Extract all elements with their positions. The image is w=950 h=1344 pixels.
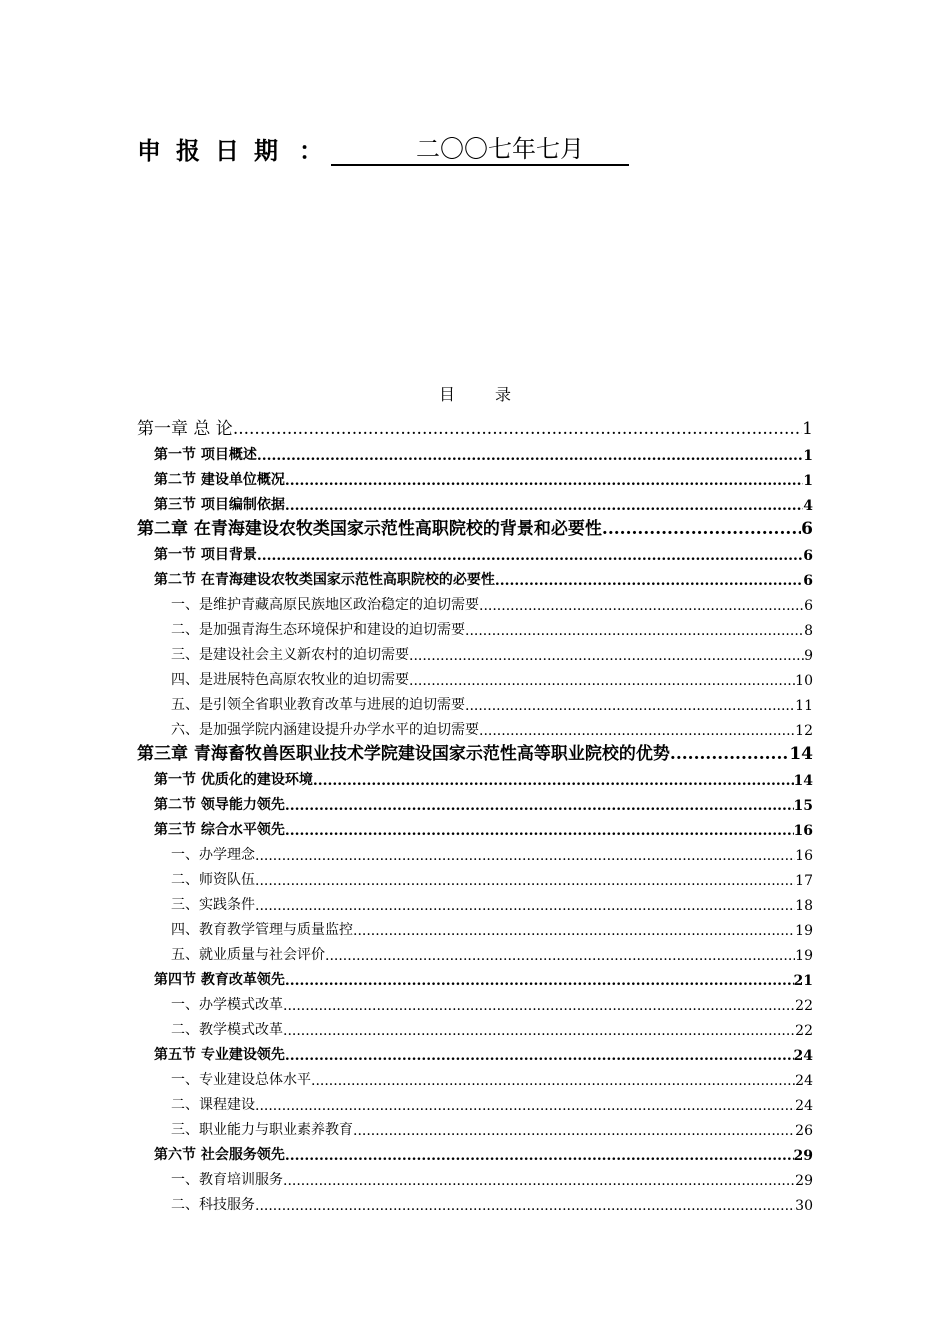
toc-dot-leader [325, 948, 795, 964]
toc-entry-page-number: 24 [795, 1098, 813, 1114]
toc-entry-label: 第四节 教育改革领先 [154, 972, 285, 988]
toc-dot-leader [255, 1198, 795, 1214]
toc-dot-leader [255, 873, 795, 889]
toc-dot-leader [465, 698, 795, 714]
toc-dot-leader [495, 573, 803, 589]
toc-dot-leader [285, 1048, 794, 1064]
toc-entry-page-number: 1 [803, 448, 813, 464]
toc-entry-page-number: 30 [795, 1198, 813, 1214]
toc-entry-page-number: 16 [795, 848, 813, 864]
toc-entry-label: 二、课程建设 [171, 1097, 255, 1113]
toc-entry-page-number: 24 [793, 1048, 813, 1064]
toc-entry-item[interactable] [137, 839, 813, 864]
toc-dot-leader [283, 1023, 795, 1039]
toc-dot-leader [285, 973, 794, 989]
toc-dot-leader [353, 1123, 795, 1139]
toc-entry-page-number: 29 [795, 1173, 813, 1189]
toc-entry-page-number: 9 [804, 648, 813, 664]
toc-entry-label: 三、是建设社会主义新农村的迫切需要 [171, 647, 409, 663]
toc-entry-item[interactable] [137, 714, 813, 739]
toc-dot-leader [233, 419, 802, 439]
toc-entry-page-number: 16 [793, 823, 813, 839]
toc-dot-leader [255, 1098, 795, 1114]
toc-entry-section[interactable] [137, 489, 813, 514]
toc-entry-item[interactable] [137, 1114, 813, 1139]
declaration-date-value: 二〇〇七年七月 [331, 134, 629, 166]
toc-entry-item[interactable] [137, 1189, 813, 1214]
toc-entry-page-number: 17 [795, 873, 813, 889]
toc-entry-label: 二、是加强青海生态环境保护和建设的迫切需要 [171, 622, 465, 638]
toc-dot-leader [311, 1073, 795, 1089]
toc-entry-page-number: 10 [795, 673, 813, 689]
toc-title: 目录 [438, 385, 551, 404]
toc-entry-page-number: 6 [804, 598, 813, 614]
toc-dot-leader [255, 848, 795, 864]
toc-entry-label: 五、是引领全省职业教育改革与进展的迫切需要 [171, 697, 465, 713]
toc-entry-page-number: 12 [795, 723, 813, 739]
toc-entry-label: 二、师资队伍 [171, 872, 255, 888]
toc-entry-label: 一、专业建设总体水平 [171, 1072, 311, 1088]
toc-entry-page-number: 1 [803, 473, 813, 489]
toc-entry-chapter[interactable] [137, 414, 813, 439]
toc-entry-page-number: 15 [793, 798, 813, 814]
toc-entry-label: 三、实践条件 [171, 897, 255, 913]
toc-entry-section[interactable] [137, 814, 813, 839]
toc-dot-leader [283, 998, 795, 1014]
toc-entry-page-number: 29 [793, 1148, 813, 1164]
toc-entry-label: 六、是加强学院内涵建设提升办学水平的迫切需要 [171, 722, 479, 738]
toc-entry-section[interactable] [137, 1139, 813, 1164]
toc-entry-item[interactable] [137, 614, 813, 639]
toc-dot-leader [479, 598, 804, 614]
toc-entry-chapter[interactable] [137, 739, 813, 764]
toc-dot-leader [409, 673, 795, 689]
toc-dot-leader [283, 1173, 795, 1189]
toc-entry-item[interactable] [137, 689, 813, 714]
toc-entry-item[interactable] [137, 1014, 813, 1039]
declaration-date-colon: ： [299, 137, 323, 165]
toc-dot-leader [313, 773, 794, 789]
toc-entry-item[interactable] [137, 1089, 813, 1114]
toc-entry-page-number: 6 [801, 519, 813, 539]
toc-entry-page-number: 14 [789, 744, 813, 764]
toc-entry-page-number: 1 [802, 419, 813, 439]
toc-entry-page-number: 4 [803, 498, 813, 514]
toc-entry-label: 第二节 在青海建设农牧类国家示范性高职院校的必要性 [154, 572, 495, 588]
toc-dot-leader [257, 448, 803, 464]
toc-entry-item[interactable] [137, 1064, 813, 1089]
declaration-date-line [137, 131, 629, 165]
toc-entry-label: 第一章 总 论 [137, 419, 233, 439]
toc-entry-label: 五、就业质量与社会评价 [171, 947, 325, 963]
toc-dot-leader [285, 823, 794, 839]
toc-entry-label: 四、教育教学管理与质量监控 [171, 922, 353, 938]
toc-entry-section[interactable] [137, 764, 813, 789]
toc-entry-page-number: 19 [795, 923, 813, 939]
toc-entry-page-number: 18 [795, 898, 813, 914]
toc-entry-item[interactable] [137, 639, 813, 664]
toc-entry-label: 一、办学理念 [171, 847, 255, 863]
toc-entry-label: 第三节 综合水平领先 [154, 822, 285, 838]
toc-dot-leader [602, 519, 801, 539]
toc-entry-page-number: 22 [795, 998, 813, 1014]
table-of-contents [137, 414, 813, 1214]
declaration-date-label: 申报日期 [137, 137, 293, 165]
toc-entry-label: 二、教学模式改革 [171, 1022, 283, 1038]
toc-entry-label: 第三节 项目编制依据 [154, 497, 285, 513]
toc-entry-section[interactable] [137, 964, 813, 989]
toc-dot-leader [479, 723, 795, 739]
toc-dot-leader [285, 473, 803, 489]
toc-entry-label: 二、科技服务 [171, 1197, 255, 1213]
toc-dot-leader [285, 498, 803, 514]
toc-entry-page-number: 11 [795, 698, 813, 714]
toc-entry-label: 第二节 领导能力领先 [154, 797, 285, 813]
toc-entry-label: 第二节 建设单位概况 [154, 472, 285, 488]
toc-entry-section[interactable] [137, 1039, 813, 1064]
toc-entry-section[interactable] [137, 439, 813, 464]
toc-entry-item[interactable] [137, 889, 813, 914]
toc-entry-label: 第五节 专业建设领先 [154, 1047, 285, 1063]
toc-entry-item[interactable] [137, 914, 813, 939]
toc-entry-label: 一、教育培训服务 [171, 1172, 283, 1188]
toc-entry-section[interactable] [137, 539, 813, 564]
toc-entry-label: 第二章 在青海建设农牧类国家示范性高职院校的背景和必要性 [137, 519, 602, 539]
toc-entry-item[interactable] [137, 939, 813, 964]
toc-dot-leader [285, 1148, 794, 1164]
toc-entry-page-number: 24 [795, 1073, 813, 1089]
toc-entry-page-number: 6 [803, 573, 813, 589]
toc-entry-chapter[interactable] [137, 514, 813, 539]
toc-entry-page-number: 21 [793, 973, 813, 989]
toc-dot-leader [353, 923, 795, 939]
toc-entry-label: 一、办学模式改革 [171, 997, 283, 1013]
toc-entry-section[interactable] [137, 789, 813, 814]
toc-dot-leader [670, 744, 789, 764]
toc-entry-page-number: 22 [795, 1023, 813, 1039]
toc-entry-page-number: 6 [803, 548, 813, 564]
toc-entry-page-number: 14 [793, 773, 813, 789]
toc-entry-label: 一、是维护青藏高原民族地区政治稳定的迫切需要 [171, 597, 479, 613]
toc-entry-page-number: 19 [795, 948, 813, 964]
toc-entry-label: 第六节 社会服务领先 [154, 1147, 285, 1163]
toc-dot-leader [409, 648, 804, 664]
toc-entry-section[interactable] [137, 564, 813, 589]
toc-entry-label: 第三章 青海畜牧兽医职业技术学院建设国家示范性高等职业院校的优势 [137, 744, 670, 764]
toc-entry-item[interactable] [137, 664, 813, 689]
toc-entry-item[interactable] [137, 989, 813, 1014]
toc-entry-label: 第一节 项目概述 [154, 447, 257, 463]
toc-dot-leader [285, 798, 794, 814]
toc-entry-page-number: 26 [795, 1123, 813, 1139]
toc-entry-label: 三、职业能力与职业素养教育 [171, 1122, 353, 1138]
toc-entry-label: 第一节 优质化的建设环境 [154, 772, 313, 788]
toc-dot-leader [255, 898, 795, 914]
toc-entry-page-number: 8 [804, 623, 813, 639]
toc-entry-label: 第一节 项目背景 [154, 547, 257, 563]
toc-dot-leader [465, 623, 804, 639]
toc-entry-section[interactable] [137, 464, 813, 489]
toc-entry-item[interactable] [137, 1164, 813, 1189]
toc-entry-item[interactable] [137, 589, 813, 614]
toc-entry-label: 四、是进展特色高原农牧业的迫切需要 [171, 672, 409, 688]
toc-dot-leader [257, 548, 803, 564]
toc-entry-item[interactable] [137, 864, 813, 889]
